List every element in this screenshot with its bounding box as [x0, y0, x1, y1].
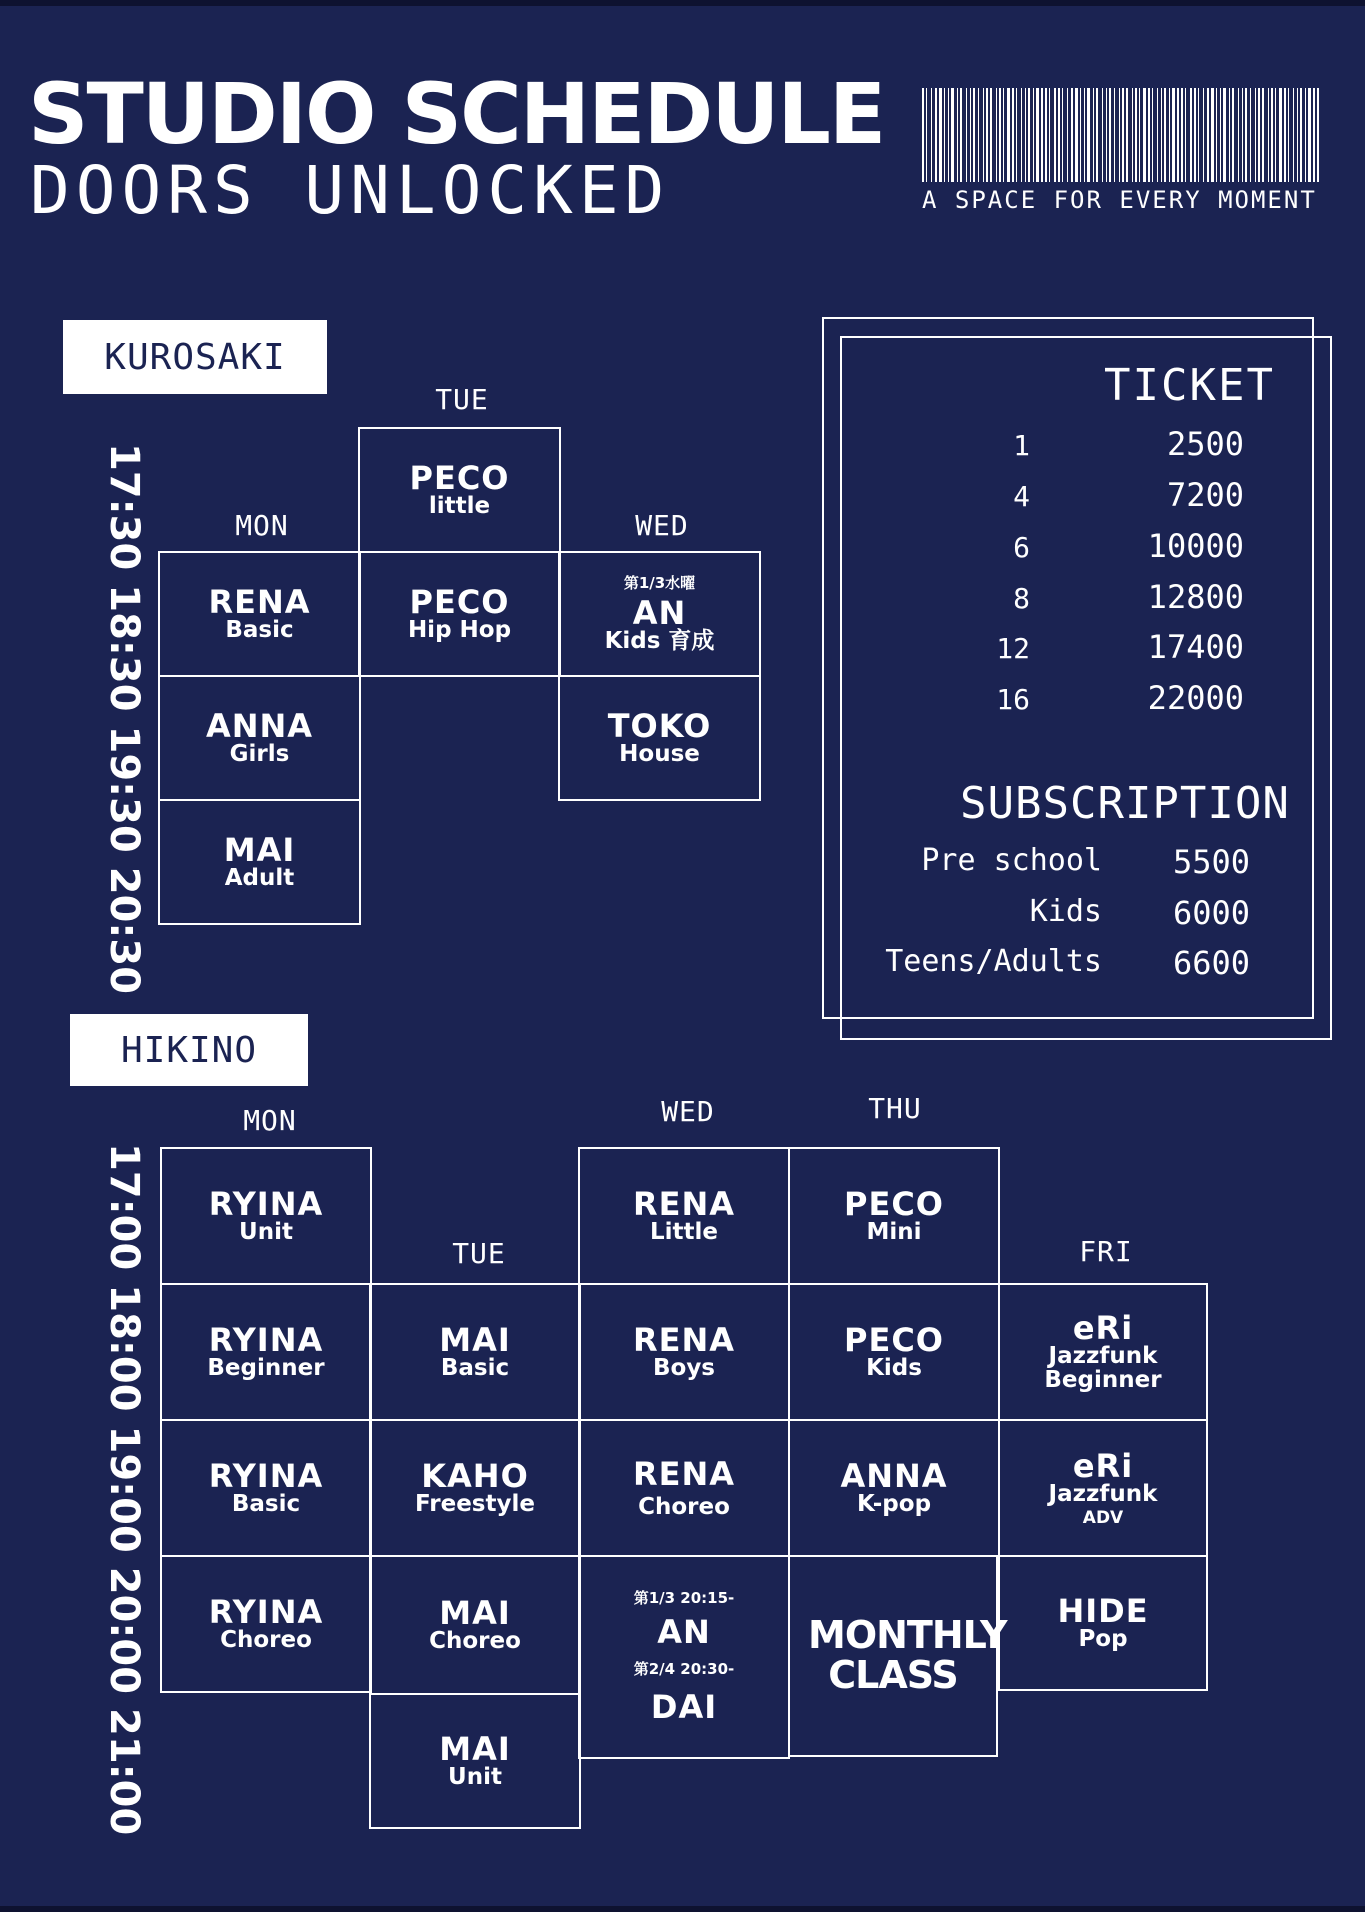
hikino-class-tue-1900 [369, 1419, 581, 1557]
class-type: Basic [231, 1491, 301, 1517]
subscription-title: SUBSCRIPTION [960, 778, 1290, 829]
kurosaki-class-mon-1930 [158, 675, 361, 801]
instructor-name: PECO [844, 1321, 944, 1359]
class-type: Beginner [207, 1355, 325, 1381]
instructor-name: RYINA [208, 1457, 324, 1495]
hikino-class-wed-1900 [578, 1419, 790, 1557]
hikino-day-thu: THU [868, 1092, 922, 1125]
class-type: Girls [229, 741, 290, 767]
instructor-name: eRi [1072, 1446, 1134, 1485]
subscription-plan: Pre school [921, 843, 1102, 878]
instructor-name: AN [632, 593, 687, 632]
page-title: STUDIO SCHEDULE [28, 65, 885, 163]
subscription-price: 6000 [1172, 894, 1250, 932]
subscription-plan: Kids [1029, 894, 1102, 929]
kurosaki-label: KUROSAKI [63, 320, 327, 394]
hikino-class-tue-2000 [369, 1555, 581, 1695]
ticket-price: 22000 [1147, 679, 1244, 717]
hikino-class-mon-1800 [160, 1283, 372, 1421]
instructor-name: AN [657, 1613, 711, 1651]
hikino-class-wed-1800 [578, 1283, 790, 1421]
class-type: Basic [225, 617, 294, 643]
class-type: K-pop [856, 1491, 932, 1517]
class-type: Unit [448, 1764, 502, 1790]
class-type: Jazzfunk [1048, 1343, 1158, 1369]
subscription-price: 5500 [1172, 843, 1250, 881]
ticket-count: 1 [1013, 429, 1030, 462]
class-type: Boys [652, 1355, 715, 1381]
kurosaki-day-mon: MON [235, 509, 289, 542]
instructor-name: MAI [439, 1594, 511, 1632]
kurosaki-day-wed: WED [635, 509, 689, 542]
kurosaki-class-tue-1730 [358, 427, 561, 553]
hikino-class-fri-2000 [998, 1555, 1208, 1691]
hikino-class-tue-1800 [369, 1283, 581, 1421]
subscription-price: 6600 [1172, 944, 1250, 982]
hikino-class-mon-1700 [160, 1147, 372, 1285]
ticket-price: 12800 [1147, 578, 1244, 616]
hikino-day-fri: FRI [1079, 1235, 1133, 1268]
class-type: Little [649, 1219, 718, 1245]
ticket-count: 12 [996, 632, 1030, 665]
hikino-class-wed-1700 [578, 1147, 790, 1285]
class-type: Freestyle [415, 1491, 535, 1517]
class-type: Choreo [429, 1628, 521, 1654]
ticket-title: TICKET [1104, 360, 1275, 411]
class-type: Choreo [220, 1627, 312, 1653]
instructor-name: KAHO [421, 1457, 529, 1495]
hikino-monthly-class [788, 1555, 1007, 1757]
hikino-class-tue-2100 [369, 1693, 581, 1829]
instructor-name: PECO [409, 583, 510, 621]
class-type: Jazzfunk [1048, 1480, 1158, 1507]
bottom-border [0, 1906, 1365, 1912]
pricing-frame-inner [840, 336, 1332, 1040]
hikino-class-thu-1900 [788, 1419, 1000, 1557]
instructor-name: RENA [208, 583, 311, 621]
instructor-name: RYINA [208, 1185, 324, 1223]
kurosaki-day-tue: TUE [435, 383, 489, 416]
ticket-count: 16 [996, 683, 1030, 716]
class-type: Choreo [638, 1493, 730, 1520]
kurosaki-class-wed-1930 [558, 675, 761, 801]
ticket-price: 10000 [1147, 527, 1244, 565]
instructor-name: RYINA [208, 1593, 324, 1631]
class-note: 第2/4 20:30- [633, 1660, 735, 1678]
instructor-name: ANNA [840, 1457, 948, 1495]
instructor-name: HIDE [1057, 1592, 1149, 1630]
class-type: Unit [239, 1219, 293, 1245]
hikino-timeline: 17:00 18:00 19:00 20:00 21:00 [101, 1143, 147, 1836]
kurosaki-class-tue-1830 [358, 551, 561, 677]
instructor-name: MAI [223, 831, 296, 869]
class-level: ADV [1082, 1507, 1124, 1528]
class-type: House [619, 741, 700, 767]
ticket-price: 7200 [1166, 476, 1244, 514]
tagline: A SPACE FOR EVERY MOMENT [922, 186, 1317, 214]
kurosaki-class-mon-1830 [158, 551, 361, 677]
class-note: 第1/3 20:15- [633, 1589, 735, 1607]
class-type: Adult [224, 865, 295, 891]
class-type: Basic [440, 1355, 510, 1381]
page-subtitle: DOORS UNLOCKED [30, 152, 671, 229]
instructor-name: PECO [409, 459, 510, 497]
subscription-plan: Teens/Adults [885, 944, 1102, 979]
instructor-name: RYINA [208, 1321, 324, 1359]
hikino-class-mon-1900 [160, 1419, 372, 1557]
ticket-count: 6 [1013, 531, 1030, 564]
hikino-label: HIKINO [70, 1014, 308, 1086]
top-border [0, 0, 1365, 6]
instructor-name: RENA [632, 1321, 736, 1359]
kurosaki-class-wed-1830 [558, 551, 761, 677]
class-type: Kids [866, 1355, 922, 1381]
class-type: Pop [1078, 1626, 1128, 1652]
monthly-class-label: MONTHLY CLASS [808, 1613, 1007, 1697]
instructor-name: RENA [632, 1185, 736, 1223]
class-type: little [428, 493, 491, 519]
instructor-name: eRi [1072, 1309, 1134, 1347]
class-type: Mini [866, 1219, 922, 1245]
instructor-name: MAI [439, 1730, 511, 1768]
kurosaki-class-mon-2030 [158, 799, 361, 925]
kurosaki-timeline: 17:30 18:30 19:30 20:30 [101, 443, 147, 995]
ticket-price: 17400 [1147, 628, 1244, 666]
hikino-class-mon-2000 [160, 1555, 372, 1693]
hikino-class-fri-1900 [998, 1419, 1208, 1557]
hikino-day-tue: TUE [452, 1237, 506, 1270]
instructor-name: DAI [650, 1688, 718, 1726]
hikino-class-wed-2000 [578, 1555, 790, 1759]
ticket-price: 2500 [1166, 425, 1244, 463]
hikino-day-mon: MON [243, 1104, 297, 1137]
instructor-name: PECO [844, 1185, 944, 1223]
class-type: Hip Hop [407, 617, 512, 643]
hikino-day-wed: WED [661, 1095, 715, 1128]
hikino-class-fri-1800 [998, 1283, 1208, 1421]
class-level: Beginner [1044, 1367, 1162, 1393]
hikino-class-thu-1800 [788, 1283, 1000, 1421]
class-note: 第1/3水曜 [623, 573, 696, 592]
instructor-name: TOKO [607, 707, 712, 745]
barcode-graphic [922, 88, 1320, 182]
hikino-class-thu-1700 [788, 1147, 1000, 1285]
instructor-name: RENA [632, 1454, 736, 1493]
ticket-count: 8 [1013, 582, 1030, 615]
class-type: Kids 育成 [604, 627, 715, 654]
ticket-count: 4 [1013, 480, 1030, 513]
instructor-name: MAI [439, 1321, 511, 1359]
instructor-name: ANNA [205, 707, 314, 745]
